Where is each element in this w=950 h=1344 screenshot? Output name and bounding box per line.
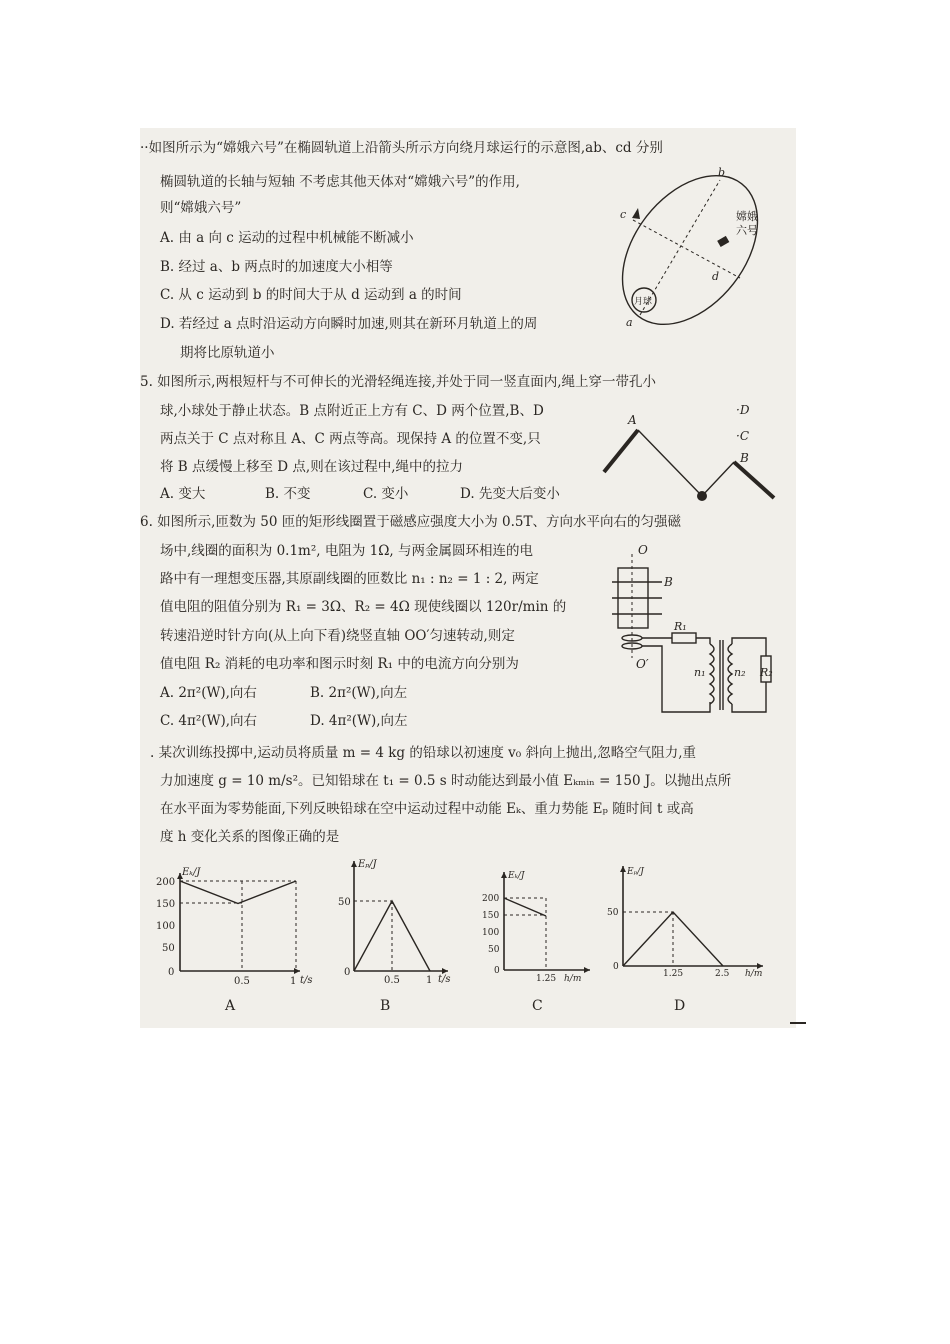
q5-stem-line1: 5. 如图所示,两根短杆与不可伸长的光滑轻绳连接,并处于同一竖直面内,绳上穿一带孔小 — [140, 374, 657, 390]
graph-c-xtick-125: 1.25 — [536, 974, 557, 983]
graph-d-label: D — [674, 998, 686, 1014]
orbit-ellipse — [600, 160, 785, 335]
point-a: a — [626, 316, 633, 329]
q4-option-d-line1: D. 若经过 a 点时沿运动方向瞬时加速,则其在新环月轨道上的周 — [160, 316, 538, 332]
q5-option-b: B. 不变 — [265, 486, 311, 502]
label-o: O — [638, 543, 648, 557]
graph-b — [330, 855, 460, 985]
q5-rope-figure — [598, 400, 788, 505]
q4-option-b: B. 经过 a、b 两点时的加速度大小相等 — [160, 259, 393, 275]
graph-d-ytick-50: 50 — [607, 908, 619, 918]
q6-option-b: B. 2π²(W),向左 — [310, 685, 408, 701]
moon-label: 月球 — [634, 297, 653, 307]
q5-option-a: A. 变大 — [160, 486, 206, 502]
rod-b — [734, 462, 774, 498]
graph-b-xlabel: t/s — [438, 974, 451, 985]
probe-label-2: 六号 — [736, 224, 758, 237]
graph-a-ytick-50: 50 — [162, 943, 175, 954]
graph-a-xlabel: t/s — [300, 975, 313, 985]
q6-stem-line5: 转速沿逆时针方向(从上向下看)绕竖直轴 OO′匀速转动,则定 — [160, 628, 515, 644]
graph-a-label: A — [225, 998, 236, 1014]
q6-stem-line2: 场中,线圈的面积为 0.1m², 电阻为 1Ω, 与两金属圆环相连的电 — [160, 543, 534, 559]
q6-option-c: C. 4π²(W),向右 — [160, 713, 258, 729]
wire-r1-right — [696, 638, 710, 644]
graph-c-ytick-50: 50 — [488, 945, 500, 955]
rod-a — [604, 430, 638, 472]
label-c: ·C — [736, 429, 749, 443]
graph-c-ytick-100: 100 — [482, 928, 500, 938]
graph-a — [150, 865, 320, 985]
graph-c-label: C — [532, 998, 543, 1014]
label-a: A — [628, 413, 637, 427]
q6-stem-line6: 值电阻 R₂ 消耗的电功率和图示时刻 R₁ 中的电流方向分别为 — [160, 656, 519, 672]
wire-r2-bottom — [732, 682, 766, 712]
graph-b-curve — [354, 901, 430, 971]
label-o-prime: O′ — [636, 657, 649, 671]
graph-a-arrow-icons — [177, 873, 300, 974]
graph-b-xtick-05: 0.5 — [384, 975, 400, 985]
ball — [697, 491, 707, 501]
graph-d-arrow-icons — [620, 866, 763, 969]
short-axis — [633, 220, 740, 278]
graph-d-ylabel: Eₚ/J — [627, 867, 644, 877]
direction-arrow-icon — [632, 208, 640, 219]
graph-a-ytick-200: 200 — [156, 877, 176, 888]
graph-c-ytick-200: 200 — [482, 894, 500, 904]
point-b: b — [718, 166, 726, 179]
graph-d-ytick-0: 0 — [613, 962, 619, 972]
graph-c — [478, 868, 598, 983]
graph-b-ylabel: Eₚ/J — [358, 859, 377, 870]
label-r2: R₂ — [760, 666, 773, 679]
q4-stem-line2: 椭圆轨道的长轴与短轴 不考虑其他天体对“嫦娥六号”的作用, — [160, 174, 520, 190]
secondary-coil — [728, 644, 732, 704]
q7-stem-line4: 度 h 变化关系的图像正确的是 — [160, 829, 340, 845]
graph-a-curve — [180, 881, 296, 904]
q4-stem-line1: ··如图所示为“嫦娥六号”在椭圆轨道上沿箭头所示方向绕月球运行的示意图,ab、cd 分别 — [140, 140, 663, 156]
q6-stem-line3: 路中有一理想变压器,其原副线圈的匝数比 n₁ : n₂ = 1 : 2, 两定 — [160, 571, 539, 587]
graph-a-xtick-1: 1 — [290, 976, 297, 985]
label-r1: R₁ — [674, 620, 687, 633]
label-b: B — [740, 451, 749, 465]
primary-coil — [710, 644, 714, 704]
graph-b-arrow-icons — [351, 861, 448, 974]
rope — [638, 430, 734, 496]
q5-option-d: D. 先变大后变小 — [460, 486, 560, 502]
graph-a-xtick-05: 0.5 — [234, 976, 250, 985]
q6-option-a: A. 2π²(W),向右 — [160, 685, 257, 701]
graph-d-xlabel: h/m — [745, 969, 763, 979]
graph-c-curve — [504, 898, 546, 916]
q5-option-c: C. 变小 — [363, 486, 409, 502]
graph-b-label: B — [380, 998, 391, 1014]
graph-c-xlabel: h/m — [564, 974, 582, 983]
q6-stem-line4: 值电阻的阻值分别为 R₁ = 3Ω、R₂ = 4Ω 现使线圈以 120r/min 的 — [160, 599, 567, 615]
q4-option-c: C. 从 c 运动到 b 的时间大于从 d 运动到 a 的时间 — [160, 287, 462, 303]
graph-a-ytick-0: 0 — [168, 967, 175, 978]
resistor-r1 — [672, 633, 696, 643]
page-mark — [790, 1022, 806, 1024]
graph-c-ylabel: Eₖ/J — [508, 871, 525, 881]
label-n2: n₂ — [734, 666, 746, 679]
graph-c-ytick-150: 150 — [482, 911, 500, 921]
probe-icon — [717, 236, 729, 247]
q5-stem-line2: 球,小球处于静止状态。B 点附近正上方有 C、D 两个位置,B、D — [160, 403, 544, 419]
q4-orbit-figure — [600, 160, 790, 335]
probe-label-1: 嫦娥 — [736, 210, 758, 223]
label-field-b: B — [664, 575, 673, 589]
q5-stem-line3: 两点关于 C 点对称且 A、C 两点等高。现保持 A 的位置不变,只 — [160, 431, 541, 447]
q4-stem-line3: 则“嫦娥六号” — [160, 200, 242, 216]
wire-r2-top — [732, 638, 766, 656]
graph-b-xtick-1: 1 — [426, 975, 433, 985]
q7-stem-line2: 力加速度 g = 10 m/s²。已知铅球在 t₁ = 0.5 s 时动能达到最小值 Eₖₘᵢₙ = 150 J。以抛出点所 — [160, 773, 732, 789]
graph-d-xtick-25: 2.5 — [715, 969, 730, 979]
long-axis — [640, 180, 720, 315]
graph-d-xtick-125: 1.25 — [663, 969, 684, 979]
graph-a-ytick-150: 150 — [156, 899, 176, 910]
graph-d — [605, 862, 775, 984]
q7-stem-line3: 在水平面为零势能面,下列反映铅球在空中运动过程中动能 Eₖ、重力势能 Eₚ 随时间 t 或高 — [160, 801, 694, 817]
graph-b-ytick-50: 50 — [338, 897, 351, 908]
q7-stem-line1: . 某次训练投掷中,运动员将质量 m = 4 kg 的铅球以初速度 v₀ 斜向上抛出,忽略空气阻力,重 — [150, 745, 697, 761]
q5-stem-line4: 将 B 点缓慢上移至 D 点,则在该过程中,绳中的拉力 — [160, 459, 463, 475]
point-d: d — [712, 270, 720, 283]
wire-return — [642, 646, 710, 712]
label-d: ·D — [736, 403, 750, 417]
q6-option-d: D. 4π²(W),向左 — [310, 713, 408, 729]
graph-b-ytick-0: 0 — [344, 967, 351, 978]
q4-option-a: A. 由 a 向 c 运动的过程中机械能不断减小 — [160, 230, 414, 246]
q4-option-d-line2: 期将比原轨道小 — [180, 345, 275, 361]
graph-a-ylabel: Eₖ/J — [182, 867, 201, 878]
graph-a-ytick-100: 100 — [156, 921, 176, 932]
q6-stem-line1: 6. 如图所示,匝数为 50 匝的矩形线圈置于磁感应强度大小为 0.5T、方向水平向右的匀强磁 — [140, 514, 681, 530]
q6-circuit-figure — [610, 540, 790, 720]
point-c: c — [620, 208, 627, 221]
label-n1: n₁ — [694, 666, 706, 679]
graph-c-ytick-0: 0 — [494, 966, 500, 976]
